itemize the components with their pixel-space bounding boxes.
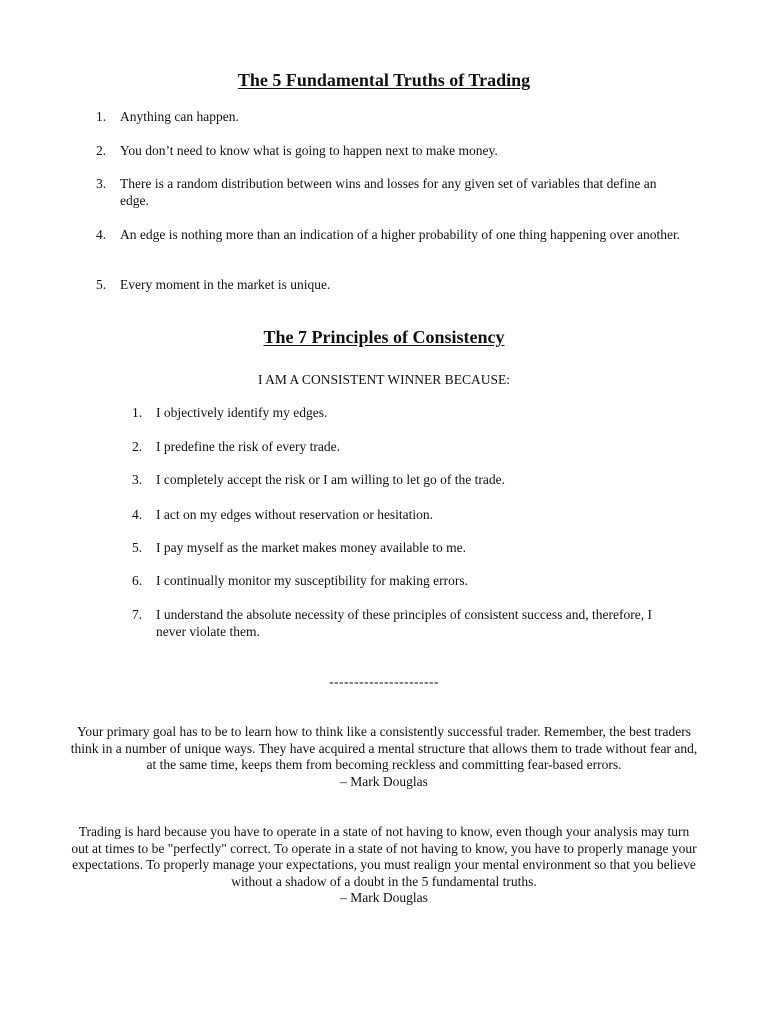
list-item-text: I act on my edges without reservation or hesitation. — [156, 507, 434, 522]
list-item-text: I pay myself as the market makes money available to me. — [156, 540, 467, 555]
list-item — [132, 471, 672, 488]
list-item-text: Anything can happen. — [120, 109, 239, 124]
list-item — [132, 539, 672, 556]
quote-block — [70, 824, 698, 907]
quote-attribution: – Mark Douglas — [340, 773, 428, 789]
list-item — [96, 175, 696, 209]
list-item-number: 1. — [132, 405, 143, 420]
list-item-text: I objectively identify my edges. — [156, 405, 328, 420]
list-item-number: 5. — [96, 277, 107, 292]
list-item — [132, 404, 672, 421]
list-item — [96, 108, 696, 125]
list-item-number: 3. — [96, 176, 107, 191]
quote-text: Trading is hard because you have to operate in a state of not having to know, even though your analysis may turn out at times to be "perfectly" correct. To operate in a state of not having to know, you have to properly manage your expectations. To properly manage your expectations, you must realign your mental environment so that you believe without a shadow of a doubt in the 5 fundamental truths. — [71, 824, 697, 889]
list-item — [96, 276, 696, 293]
principles-subtitle: I AM A CONSISTENT WINNER BECAUSE: — [258, 372, 510, 387]
list-item-text: I predefine the risk of every trade. — [156, 439, 341, 454]
list-item — [96, 226, 696, 243]
quote-text: Your primary goal has to be to learn how to think like a consistently successful trader. Remember, the best traders think in a number of unique ways. They have acquired a mental structure that allows them to trade without fear and, at the same time, keeps them from becoming reckless and committing fear-based errors. — [70, 724, 698, 773]
list-item-number: 5. — [132, 540, 143, 555]
list-item-number: 3. — [132, 472, 143, 487]
quote-block — [70, 724, 698, 790]
list-item-text: Every moment in the market is unique. — [120, 277, 331, 292]
list-item-number: 2. — [132, 439, 143, 454]
quote-attribution: – Mark Douglas — [340, 890, 428, 906]
list-item — [132, 606, 672, 640]
list-item-number: 4. — [96, 227, 107, 242]
list-item-text: I understand the absolute necessity of these principles of consistent success and, therefore, I never violate them. — [156, 607, 652, 639]
list-item — [132, 572, 672, 589]
list-item-number: 7. — [132, 607, 143, 622]
list-item-text: There is a random distribution between wins and losses for any given set of variables that define an edge. — [120, 176, 657, 208]
list-item-text: I completely accept the risk or I am willing to let go of the trade. — [156, 472, 506, 487]
list-item-number: 4. — [132, 507, 143, 522]
truths-title: The 5 Fundamental Truths of Trading — [237, 70, 531, 90]
list-item-text: I continually monitor my susceptibility for making errors. — [156, 573, 468, 588]
list-item-text: You don’t need to know what is going to happen next to make money. — [120, 143, 498, 158]
section-divider: ---------------------- — [329, 674, 439, 689]
list-item-number: 2. — [96, 143, 107, 158]
list-item-text: An edge is nothing more than an indication of a higher probability of one thing happening over another. — [120, 227, 681, 242]
list-item-number: 1. — [96, 109, 107, 124]
list-item — [132, 438, 672, 455]
list-item-number: 6. — [132, 573, 143, 588]
principles-title: The 7 Principles of Consistency — [263, 327, 505, 347]
list-item — [96, 142, 696, 159]
list-item — [132, 506, 672, 523]
